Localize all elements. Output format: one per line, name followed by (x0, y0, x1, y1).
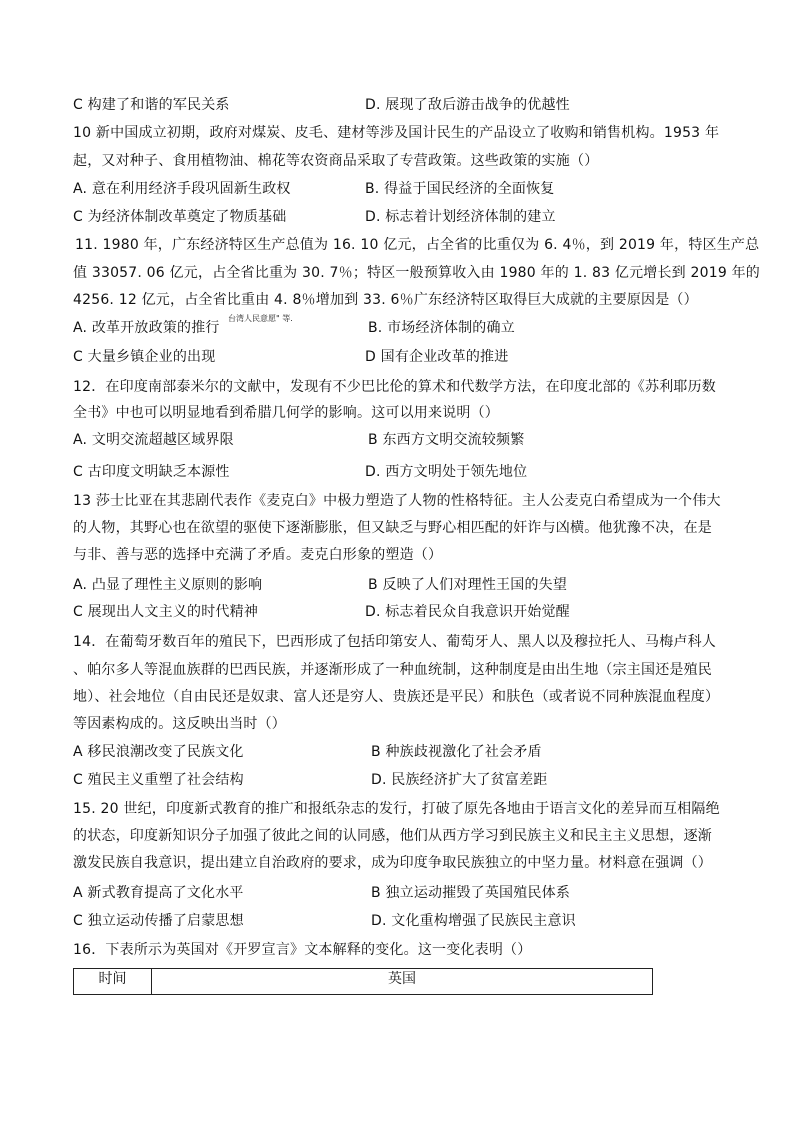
table-header-time: 时间 (74, 969, 152, 994)
table-header-britain: 英国 (388, 971, 416, 987)
q11-stem-line-2: 值 33057. 06 亿元，占全省比重为 30. 7％；特区一般预算收入由 1980 年的 1. 83 亿元增长到 2019 年的 (73, 265, 761, 281)
q16-table (73, 968, 653, 995)
q13-option-a: A. 凸显了理性主义原则的影响 (73, 577, 263, 593)
q13-option-d: D. 标志着民众自我意识开始觉醒 (365, 604, 570, 620)
q10-option-c: C 为经济体制改革奠定了物质基础 (73, 209, 287, 225)
q13-stem-line-1: 13 莎士比亚在其悲剧代表作《麦克白》中极力塑造了人物的性格特征。主人公麦克白希望成为一个伟大 (73, 493, 721, 509)
q12-option-c: C 古印度文明缺乏本源性 (73, 464, 230, 480)
q15-option-b: B 独立运动摧毁了英国殖民体系 (371, 885, 571, 901)
q12-option-b: B 东西方文明交流较频繁 (368, 432, 525, 448)
q14-option-d: D. 民族经济扩大了贫富差距 (371, 772, 548, 788)
q13-option-b: B 反映了人们对理性王国的失望 (368, 577, 568, 593)
q14-option-a: A 移民浪潮改变了民族文化 (73, 744, 244, 760)
q12-option-d: D. 西方文明处于领先地位 (365, 464, 528, 480)
q13-option-c: C 展现出人文主义的时代精神 (73, 604, 259, 620)
q14-option-b: B 种族歧视激化了社会矛盾 (371, 744, 542, 760)
q14-stem-line-2: 、帕尔多人等混血族群的巴西民族，并逐渐形成了一种血统制，这种制度是由出生地（宗主国还是殖民 (73, 662, 712, 678)
q13-stem-line-3: 与非、善与恶的选择中充满了矛盾。麦克白形象的塑造（） (73, 547, 443, 563)
q16-stem: 16．下表所示为英国对《开罗宣言》文本解释的变化。这一变化表明（） (73, 942, 532, 958)
q14-stem-line-3: 地）、社会地位（自由民还是奴隶、富人还是穷人、贵族还是平民）和肤色（或者说不同种族混血程度） (73, 689, 720, 705)
q12-stem-line-1: 12．在印度南部泰米尔的文献中，发现有不少巴比伦的算术和代数学方法，在印度北部的《苏利耶历数 (73, 379, 717, 395)
q11-option-b: B. 市场经济体制的确立 (368, 320, 515, 336)
q13-stem-line-2: 的人物，其野心也在欲望的驱使下逐渐膨胀，但又缺乏与野心相匹配的奸诈与凶横。他犹豫不决，在是 (73, 520, 712, 536)
q9-option-c: C 构建了和谐的军民关系 (73, 97, 230, 113)
q10-option-a: A. 意在利用经济手段巩固新生政权 (73, 181, 291, 197)
q15-option-a: A 新式教育提高了文化水平 (73, 885, 244, 901)
q9-option-d: D. 展现了敌后游击战争的优越性 (365, 97, 570, 113)
q15-option-c: C 独立运动传播了启蒙思想 (73, 913, 244, 929)
q15-stem-line-3: 激发民族自我意识，提出建立自治政府的要求，成为印度争取民族独立的中坚力量。材料意在强调（） (73, 855, 712, 871)
q11-stem-line-3: 4256. 12 亿元，占全省比重由 4. 8％增加到 33. 6％广东经济特区取得巨大成就的主要原因是（） (73, 292, 698, 308)
q10-option-b: B. 得益于国民经济的全面恢复 (365, 181, 555, 197)
q14-stem-line-1: 14．在葡萄牙数百年的殖民下，巴西形成了包括印第安人、葡萄牙人、黑人以及穆拉托人、马梅卢科人 (73, 634, 717, 650)
q14-option-c: C 殖民主义重塑了社会结构 (73, 772, 244, 788)
stray-overprint-text: 台湾人民意愿" 等. (228, 314, 293, 323)
q15-stem-line-2: 的状态，印度新知识分子加强了彼此之间的认同感，他们从西方学习到民族主义和民主主义思想，逐渐 (73, 828, 712, 844)
q11-option-a: A. 改革开放政策的推行 (73, 320, 220, 336)
q14-stem-line-4: 等因素构成的。这反映出当时（） (73, 716, 286, 732)
q12-stem-line-2: 全书》中也可以明显地看到希腊几何学的影响。这可以用来说明（） (73, 405, 499, 421)
q15-option-d: D. 文化重构增强了民族民主意识 (371, 913, 576, 929)
q10-option-d: D. 标志着计划经济体制的建立 (365, 209, 556, 225)
q11-option-c: C 大量乡镇企业的出现 (73, 349, 216, 365)
q10-stem-line-1: 10 新中国成立初期，政府对煤炭、皮毛、建材等涉及国计民生的产品设立了收购和销售机构。1953 年 (73, 125, 720, 141)
q10-stem-line-2: 起，又对种子、食用植物油、棉花等农资商品采取了专营政策。这些政策的实施（） (73, 153, 599, 169)
q15-stem-line-1: 15. 20 世纪，印度新式教育的推广和报纸杂志的发行，打破了原先各地由于语言文化的差异而互相隔绝 (73, 801, 720, 817)
q11-stem-line-1: 11. 1980 年，广东经济特区生产总值为 16. 10 亿元，占全省的比重仅为 6. 4％，到 2019 年，特区生产总 (75, 237, 760, 253)
q11-option-d: D 国有企业改革的推进 (365, 349, 509, 365)
q12-option-a: A. 文明交流超越区域界限 (73, 432, 234, 448)
